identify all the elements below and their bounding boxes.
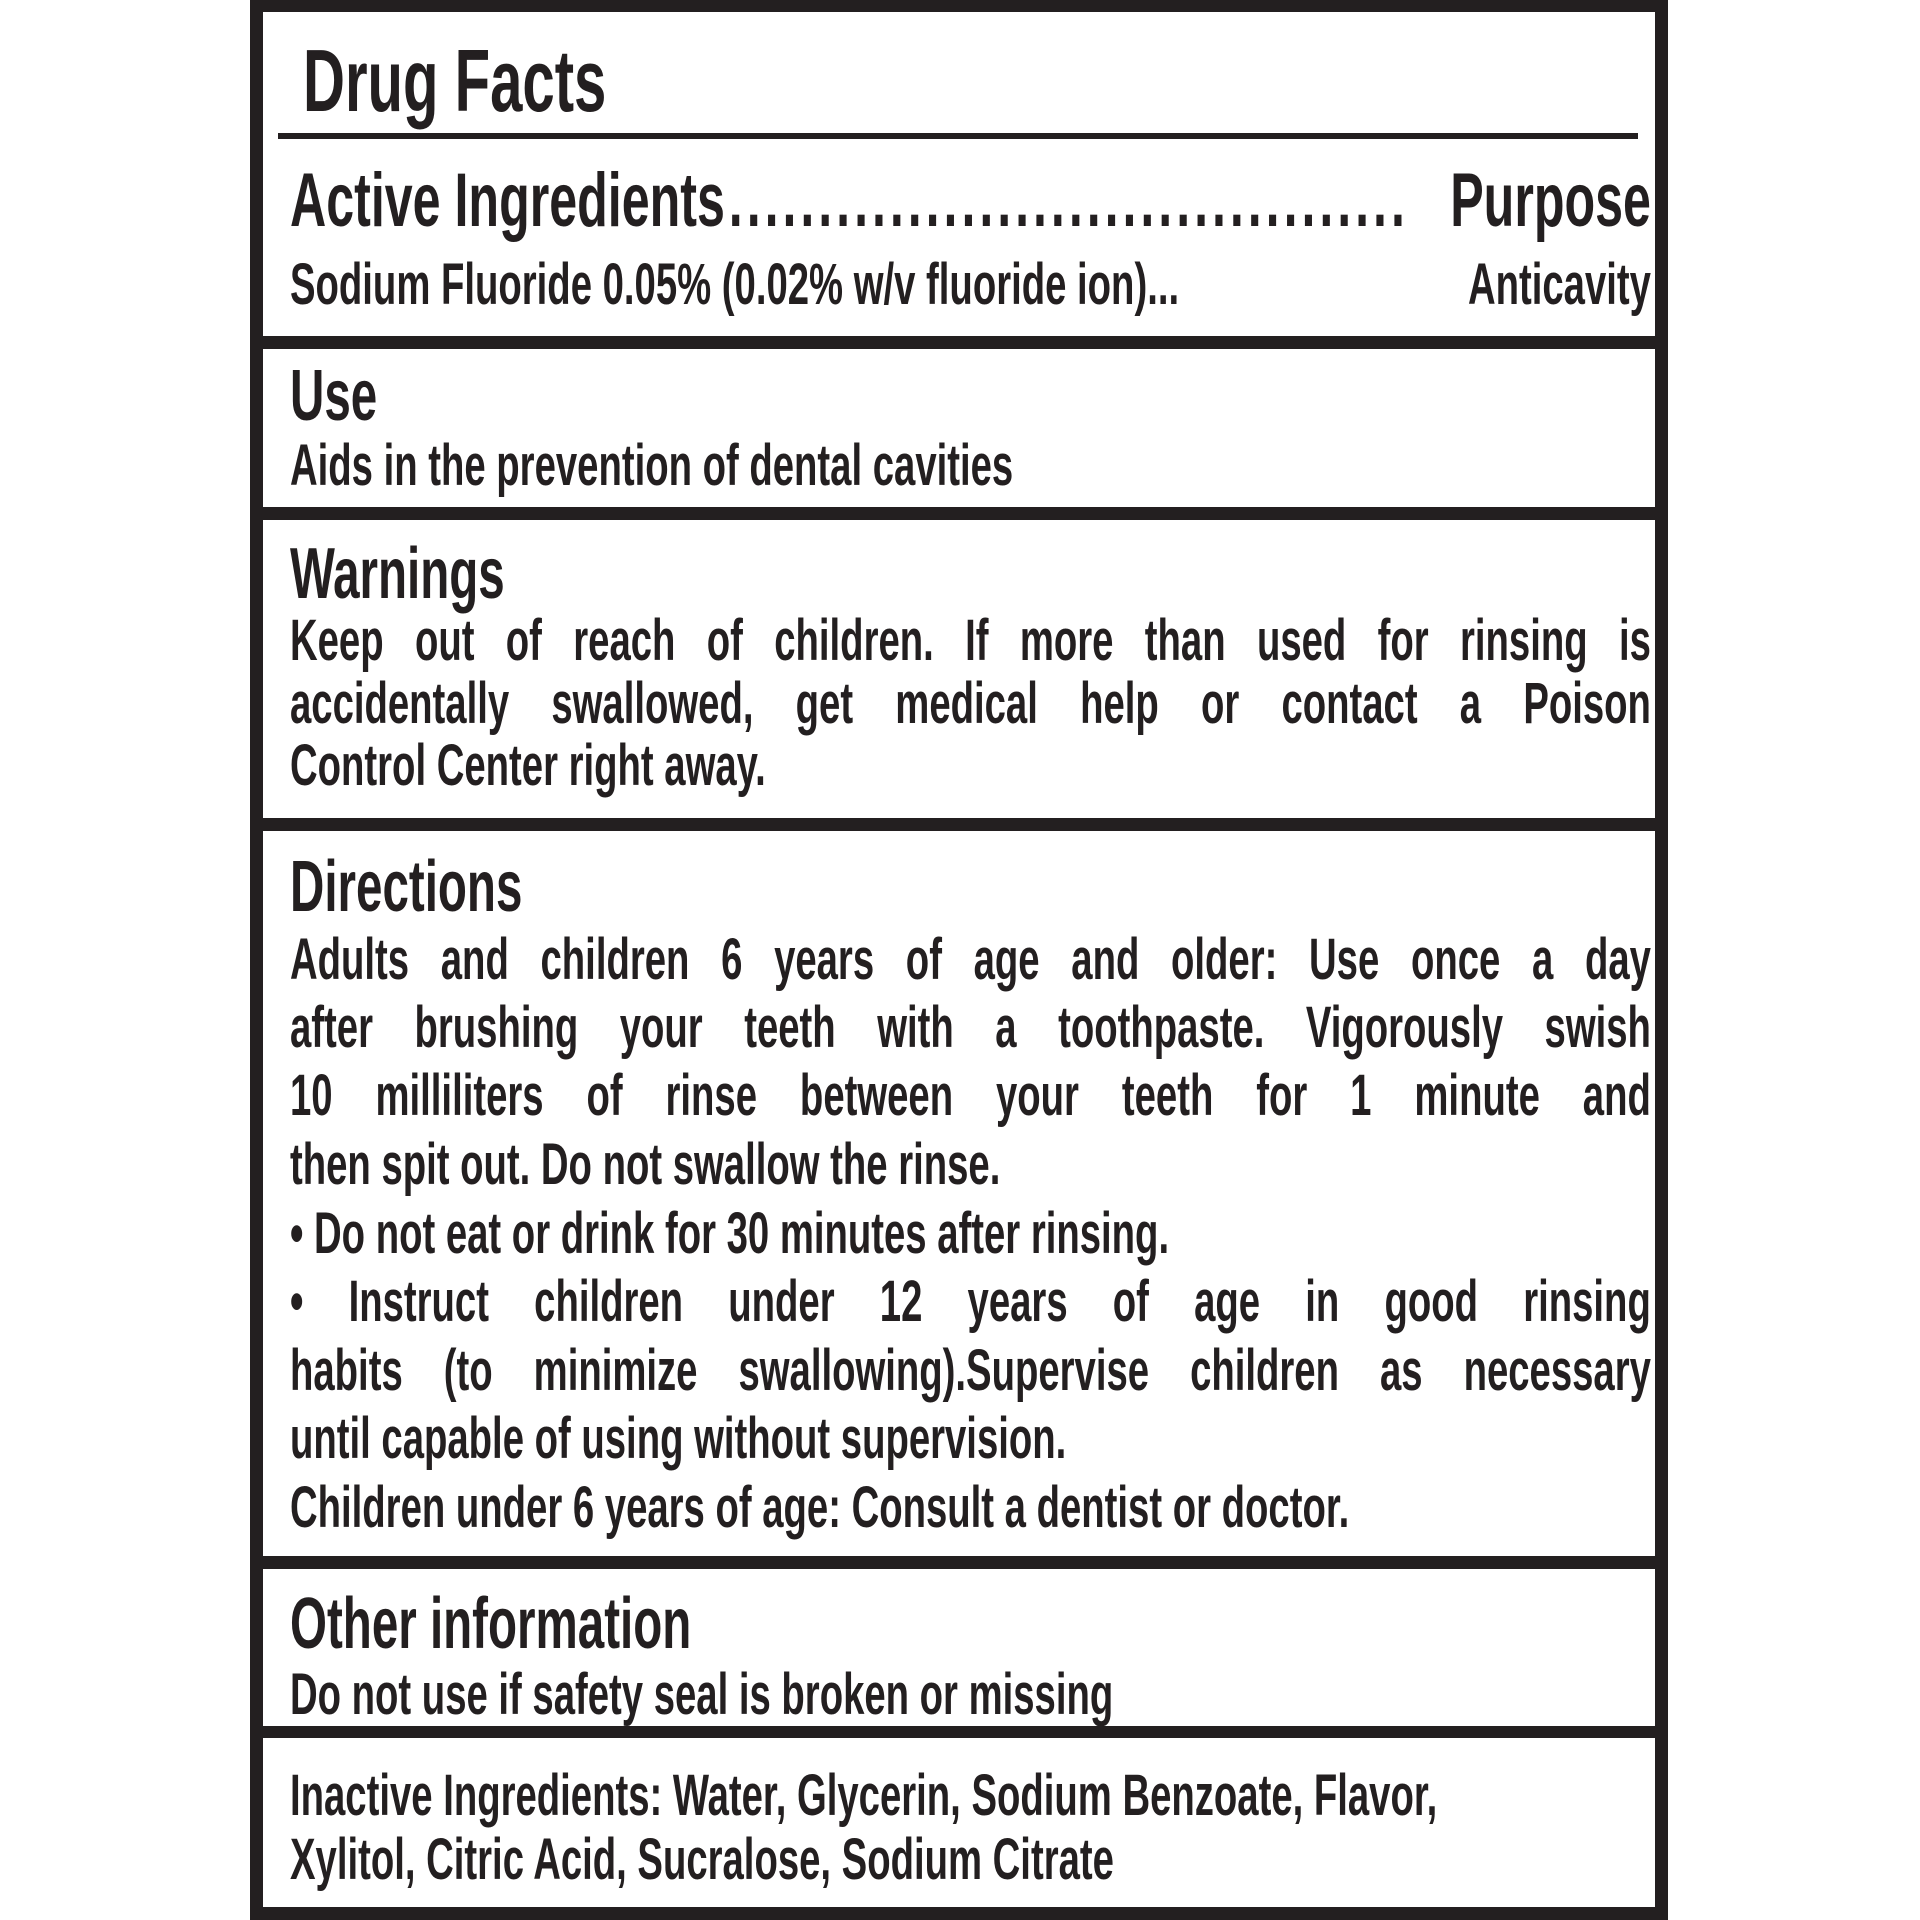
directions-line: Children under 6 years of age: Consult a dentist or doctor.: [290, 1475, 1350, 1540]
other-information-text: Do not use if safety seal is broken or missing: [290, 1662, 1114, 1726]
warnings-line: accidentally swallowed, get medical help or contact a Poison: [290, 671, 1651, 736]
directions-line: habits (to minimize swallowing).Supervise children as necessary: [290, 1338, 1651, 1403]
directions-line: after brushing your teeth with a toothpaste. Vigorously swish: [290, 995, 1651, 1060]
active-ingredient: Sodium Fluoride 0.05% (0.02% w/v fluoride ion)...: [290, 252, 1180, 317]
warnings-heading: Warnings: [290, 534, 505, 614]
drug-facts-panel: [250, 0, 1668, 1920]
section-active-ingredients: [263, 12, 1655, 336]
section-use: [263, 349, 1655, 507]
active-ingredients-heading: Active Ingredients: [290, 158, 725, 243]
section-other-information: [263, 1569, 1655, 1726]
inactive-ingredients-line: Xylitol, Citric Acid, Sucralose, Sodium Citrate: [290, 1827, 1114, 1892]
title-rule: [278, 133, 1638, 139]
inactive-ingredients-line: Inactive Ingredients: Water, Glycerin, Sodium Benzoate, Flavor,: [290, 1763, 1438, 1828]
warnings-line: Keep out of reach of children. If more than used for rinsing is: [290, 608, 1651, 673]
warnings-line: Control Center right away.: [290, 733, 766, 798]
dot-leader: ......................................: [728, 163, 1409, 239]
active-ingredients-header: [290, 158, 1651, 243]
section-warnings: [263, 520, 1655, 818]
directions-line: until capable of using without supervision.: [290, 1406, 1067, 1471]
page-title: Drug Facts: [303, 31, 607, 130]
other-information-heading: Other information: [290, 1584, 692, 1664]
section-directions: [263, 831, 1655, 1556]
section-inactive-ingredients: [263, 1738, 1655, 1907]
use-heading: Use: [290, 356, 378, 436]
directions-bullet: • Do not eat or drink for 30 minutes after rinsing.: [290, 1201, 1170, 1266]
directions-line: Adults and children 6 years of age and older: Use once a day: [290, 927, 1651, 992]
use-text: Aids in the prevention of dental cavities: [290, 433, 1014, 498]
directions-line: 10 milliliters of rinse between your teeth for 1 minute and: [290, 1063, 1651, 1128]
directions-heading: Directions: [290, 847, 523, 927]
directions-line: then spit out. Do not swallow the rinse.: [290, 1132, 1001, 1197]
purpose-heading: Purpose: [1450, 158, 1651, 243]
ingredient-purpose: Anticavity: [1467, 252, 1651, 317]
active-ingredient-row: [290, 252, 1651, 317]
directions-bullet: • Instruct children under 12 years of age in good rinsing: [290, 1269, 1651, 1334]
